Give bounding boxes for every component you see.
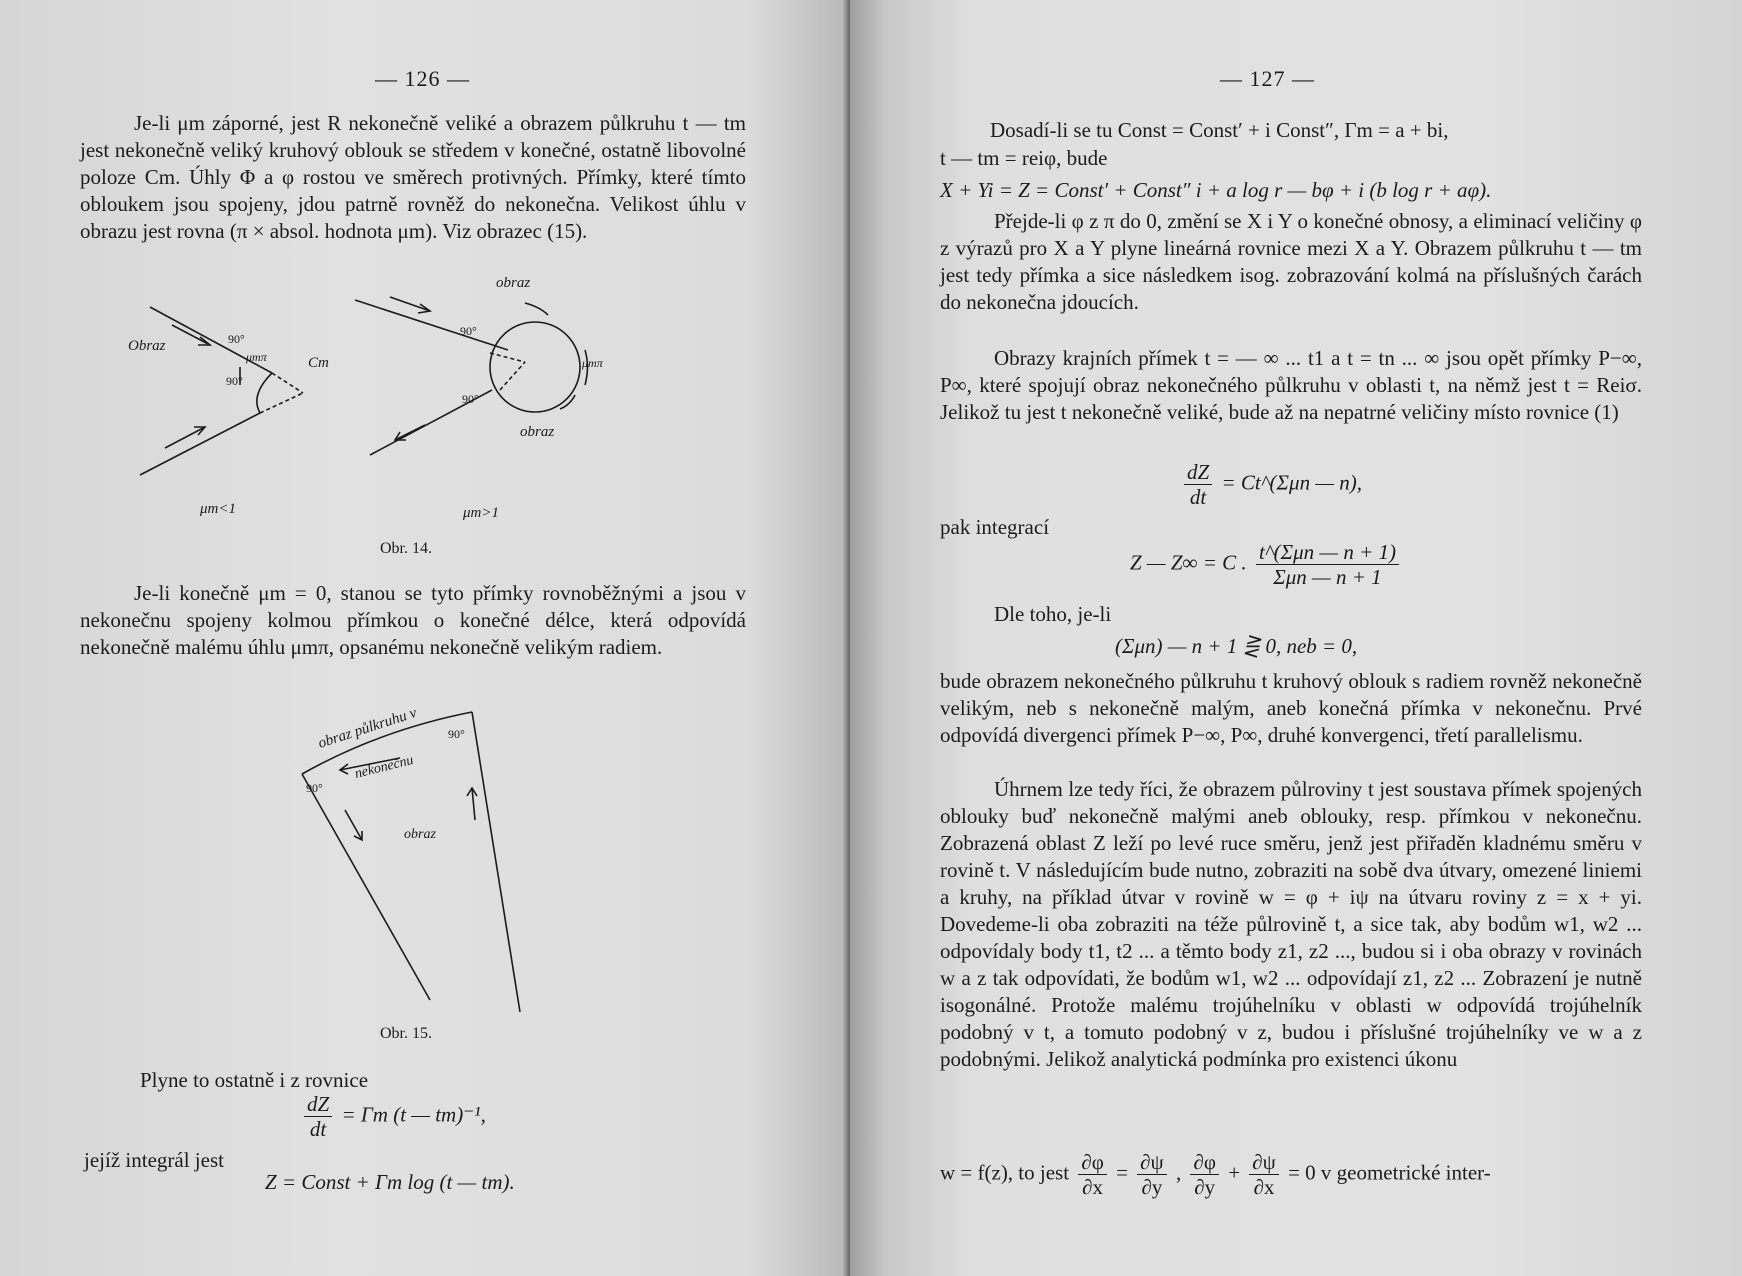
fig14r-arrow-top <box>525 303 548 315</box>
right-last-line <box>940 1150 1491 1199</box>
last-frac-2-den: ∂y <box>1141 1175 1163 1199</box>
fig14-line-bottom <box>140 413 260 475</box>
page-number-126: — 126 — <box>375 66 470 91</box>
eq4-denominator: Σμn — n + 1 <box>1273 565 1382 589</box>
last-comma: , <box>1175 1160 1182 1185</box>
right-equation-xyz: X + Yi = Z = Const′ + Const″ i + a log r — bφ + i (b log r + aφ). <box>940 178 1492 202</box>
fig14r-label-90b: 90° <box>462 392 479 406</box>
equation-1 <box>300 1092 486 1141</box>
fig14-arc <box>257 373 272 413</box>
right-line-1: Dosadí-li se tu Const = Const′ + i Const″, Γm = a + bi, <box>990 118 1449 142</box>
last-frac-4-den: ∂x <box>1253 1175 1275 1199</box>
last-frac-1 <box>1078 1150 1107 1199</box>
left-page <box>0 0 850 1276</box>
figure-15 <box>290 700 550 1020</box>
fig14r-line-top <box>355 300 508 350</box>
fig15-label-nekonecnu: nekonečnu <box>353 752 416 782</box>
equation-5: (Σμn) — n + 1 ⋛ 0, neb = 0, <box>1115 634 1358 658</box>
right-paragraph-2: Přejde-li φ z π do 0, změní se X i Y o konečné obnosy, a eliminací veličiny φ z výrazů pro X a Y plyne lineárná rovnice mezi X a Y. Obrazem půlkruhu t — tm jest tedy přímka a sice následkem isog. zobrazování kolmá na příslušných čarách do nekonečna jdoucích. <box>940 209 1642 314</box>
fig15-arrow-left <box>345 810 362 840</box>
last-frac-1-den: ∂x <box>1082 1175 1103 1199</box>
fig14-label-90a: 90° <box>228 332 245 346</box>
fig14r-circle <box>490 322 580 412</box>
fig14-top-label-holder <box>495 278 575 302</box>
figure-14 <box>120 275 690 535</box>
right-paragraph-3: Obrazy krajních přímek t = — ∞ ... t1 a t = tn ... ∞ jsou opět přímky P−∞, P∞, které spojují obraz nekonečného půlkruhu v oblasti t, na němž jest t = Reiσ. Jelikož tu jest t nekonečně veliké, bude až na nepatrné veličiny místo rovnice (1) <box>940 346 1642 424</box>
last-line-start: w = f(z), to jest <box>940 1160 1070 1185</box>
eq1-rhs: = Γm (t — tm)⁻¹, <box>341 1102 486 1127</box>
right-paragraph-5: Úhrnem lze tedy říci, že obrazem půlroviny t jest soustava přímek spojených oblouky buď nekonečně malými aneb oblouky, resp. přímkou v nekonečnu. Zobrazená oblast Z leží po levé ruce směru, jenž jest přiřaděn kladnému směru v rovině t. V následujícím bude nutno, zobraziti na sobě dva útvary, omezené liniemi a kruhy, na příklad útvar v rovině w = φ + iψ na útvaru roviny z = x + yi. Dovedeme-li oba zobraziti na téže půlrovině t, a sice tak, aby bodům w1, w2 ... odpovídaly body t1, t2 ... a těmto body z1, z2 ..., budou si i oba obrazy v rovinách w a z tak odpovídati, že bodům w1, w2 ... odpovídají z1, z2 ... Zobrazení je nutně isogonálné. Protože malému trojúhelníku v oblasti w odpovídá trojúhelník podobný v t, a tomuto podobný v z, budou i příslušné trojúhelníky ve w a z podobnými. Jelikož analytická podmínka pro existenci úkonu <box>940 777 1642 1071</box>
eq3-numerator: dZ <box>1184 460 1212 485</box>
fig14-label-mu-less: μm<1 <box>200 501 236 517</box>
equation-4 <box>1130 540 1403 589</box>
eq1-denominator: dt <box>309 1117 327 1141</box>
fig15-label-90-right: 90° <box>448 727 465 741</box>
fig15-caption: Obr. 15. <box>380 1025 432 1042</box>
right-paragraph-4: bude obrazem nekonečného půlkruhu t kruhový oblouk s radiem rovněž nekonečně velikým, neb s nekonečně malým, aneb konečná přímka v nekonečnu. Prvé odpovídá divergenci přímek P−∞, P∞, druhé konvergenci, třetí parallelismu. <box>940 669 1642 747</box>
fig14-dash-top <box>272 373 303 393</box>
paragraph-2: Je-li konečně μm = 0, stanou se tyto přímky rovnoběžnými a jsou v nekonečnu spojeny kolmou přímkou o konečné délce, která odpovídá nekonečně malému úhlu μmπ, opsanému nekonečně velikým radiem. <box>80 581 746 659</box>
last-frac-2-num: ∂ψ <box>1137 1150 1167 1175</box>
eq1-fraction <box>304 1092 332 1141</box>
fig15-label-90-left: 90° <box>306 781 323 795</box>
eq3-rhs: = Ct^(Σμn — n), <box>1221 470 1362 495</box>
eq4-lhs: Z — Z∞ = C . <box>1130 550 1247 575</box>
fig14-label-90b: 90° <box>226 374 243 388</box>
right-line-2: t — tm = reiφ, bude <box>940 146 1108 170</box>
eq3-fraction <box>1184 460 1212 509</box>
fig14-label-obraz-top: obraz <box>496 275 531 291</box>
fig14-label-cm: Cm <box>308 355 329 371</box>
last-frac-4-num: ∂ψ <box>1249 1150 1279 1175</box>
fig14r-dash-1 <box>490 353 525 362</box>
last-frac-3 <box>1190 1150 1219 1199</box>
fig14r-label-obraz-bottom: obraz <box>520 424 555 440</box>
fig14r-arrow-1 <box>390 297 430 311</box>
paragraph-1: Je-li μm záporné, jest R nekonečně veliké a obrazem půlkruhu t — tm jest nekonečně veliký kruhový oblouk se středem v konečné, ostatně libovolné poloze Cm. Úhly Φ a φ rostou ve směrech protivných. Přímky, které tímto obloukem jsou spojeny, jdou patrně rovněž do nekonečna. Velikost úhlu v obrazu jest rovna (π × absol. hodnota μm). Viz obrazec (15). <box>80 111 746 243</box>
page-number-127: — 127 — <box>1220 66 1315 91</box>
fig14-label-obraz: Obraz <box>128 338 166 354</box>
last-line-end: = 0 v geometrické inter- <box>1288 1160 1491 1185</box>
last-frac-1-num: ∂φ <box>1078 1150 1107 1175</box>
right-page <box>850 0 1742 1276</box>
eq4-fraction <box>1256 540 1399 589</box>
fig14r-label-mu-greater: μm>1 <box>463 505 499 521</box>
fig14-dash-bottom <box>260 393 303 413</box>
fig14r-label-90a: 90° <box>460 324 477 338</box>
eq3-denominator: dt <box>1189 485 1207 509</box>
equation-3 <box>1180 460 1362 509</box>
right-dle-toho: Dle toho, je-li <box>994 602 1112 626</box>
fig15-label-arc: obraz půlkruhu v <box>316 704 419 752</box>
eq1-numerator: dZ <box>304 1092 332 1117</box>
fig14r-dash-2 <box>500 362 525 390</box>
last-frac-3-den: ∂y <box>1194 1175 1216 1199</box>
fig15-label-obraz: obraz <box>404 827 436 842</box>
equation-2: Z = Const + Γm log (t — tm). <box>265 1170 515 1194</box>
last-eq-sign: = <box>1116 1160 1128 1185</box>
last-frac-4 <box>1249 1150 1279 1199</box>
right-pak-integraci: pak integrací <box>940 515 1050 539</box>
last-plus: + <box>1228 1160 1241 1185</box>
last-frac-3-num: ∂φ <box>1190 1150 1219 1175</box>
paragraph-4: jejíž integrál jest <box>84 1148 224 1172</box>
fig15-right-line <box>472 712 520 1012</box>
fig14-arrow-1 <box>172 325 210 345</box>
fig14-label-mupi: μmπ <box>246 350 267 364</box>
fig14-caption: Obr. 14. <box>380 540 432 557</box>
fig14-arrowhead-2 <box>194 427 205 435</box>
fig15-left-line <box>302 774 430 1000</box>
last-frac-2 <box>1137 1150 1167 1199</box>
eq4-numerator: t^(Σμn — n + 1) <box>1256 540 1399 565</box>
paragraph-3: Plyne to ostatně i z rovnice <box>140 1068 369 1092</box>
fig14r-label-mupi: μmπ <box>582 356 603 370</box>
